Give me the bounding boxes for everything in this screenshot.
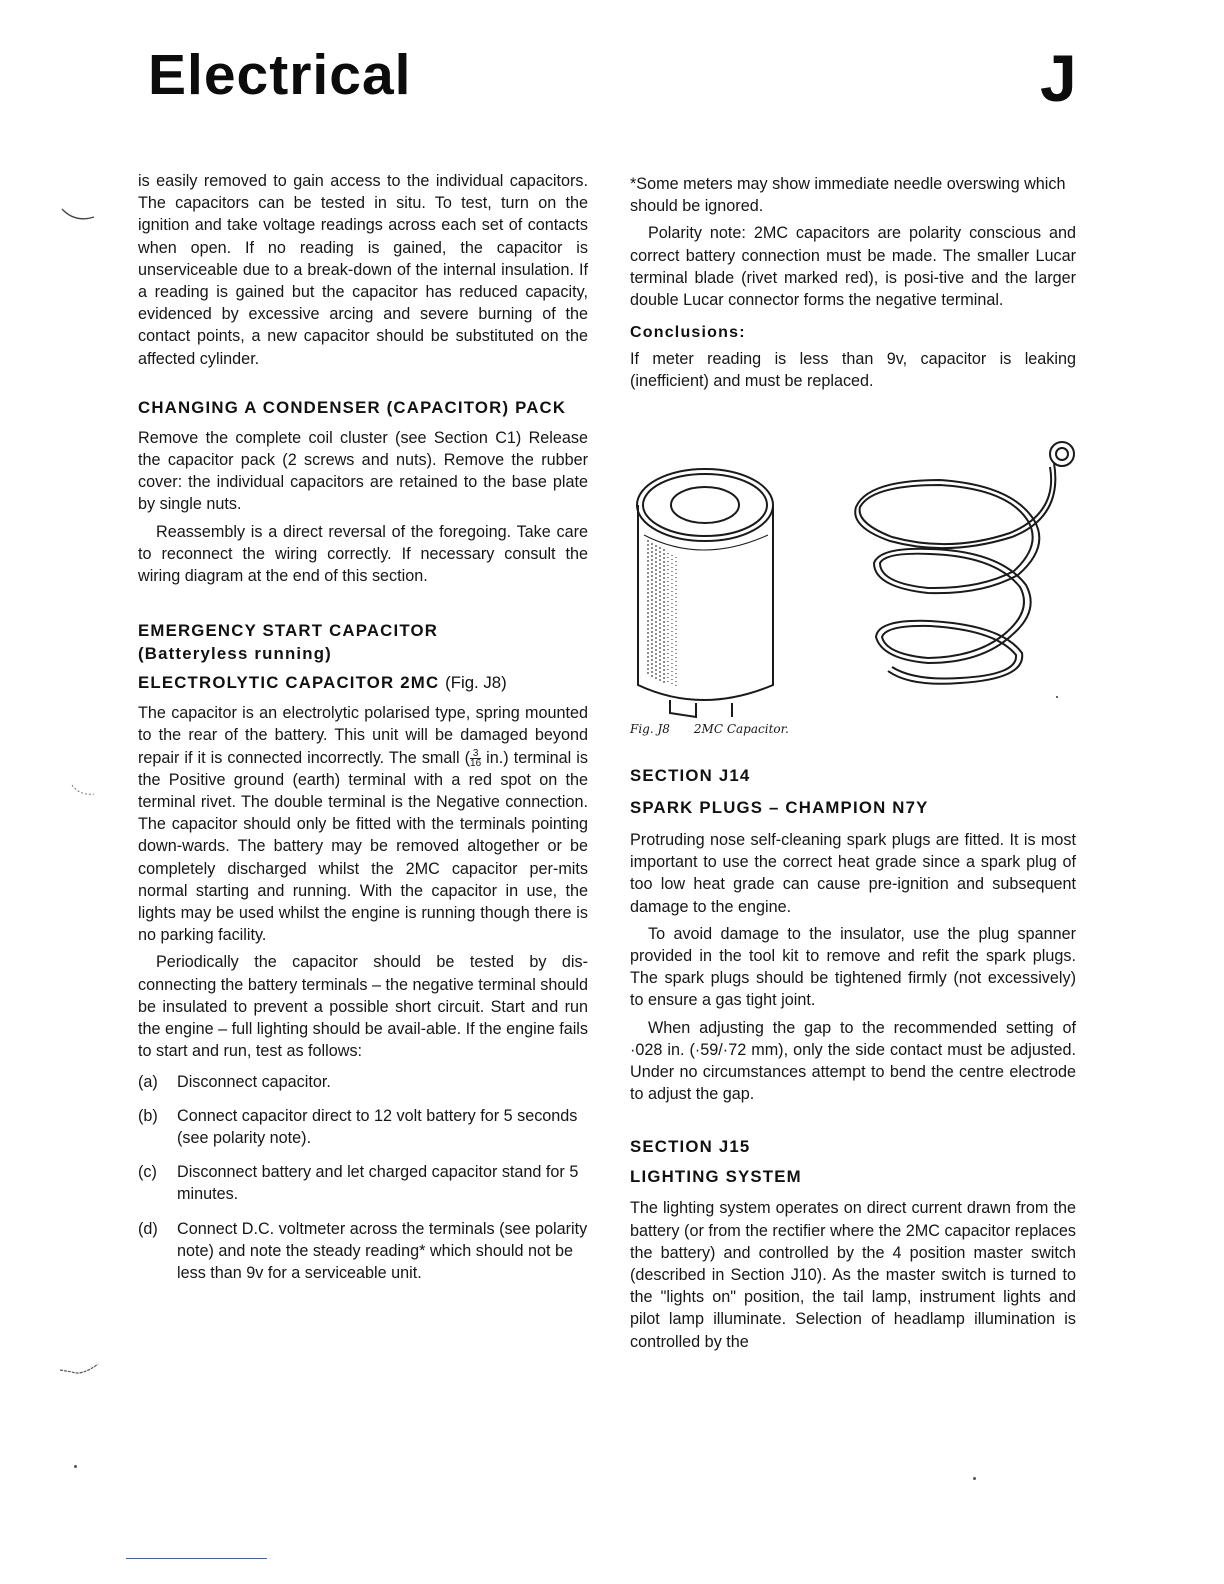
emergency-start-heading: EMERGENCY START CAPACITOR [138, 621, 439, 641]
page-title: Electrical [148, 43, 412, 107]
conclusions-text: If meter reading is less than 9v, capacitor is leaking (inefficient) and must be replaced. [630, 350, 1076, 391]
speck-mark [74, 1465, 77, 1468]
section-j15-heading: SECTION J15 [630, 1137, 751, 1157]
figure-label: Fig. J8 [630, 722, 670, 736]
j14-paragraph-2: To avoid damage to the insulator, use the plug spanner provided in the tool kit to remove and refit the spark plugs. The spark plugs should be tightened firmly (not excessively) to ensure a gas tight joint. [630, 924, 1076, 1010]
list-marker: (b) [138, 1106, 158, 1125]
margin-mark [60, 205, 100, 225]
margin-mark [58, 1360, 108, 1380]
list-item [138, 1161, 588, 1205]
section-letter: J [1040, 41, 1077, 115]
j15-paragraph-1: The lighting system operates on direct current drawn from the battery (or from the rectifier where the 2MC capacitor replaces the battery) and controlled by the 4 position master switch (described in Section J10). As the master switch is turned to the "lights on" position, the tail lamp, instrument lights and pilot lamp illuminate. Selection of headlamp illumination is controlled by the [630, 1199, 1076, 1351]
list-item [138, 1071, 588, 1093]
section-j15-subheading: LIGHTING SYSTEM [630, 1167, 802, 1187]
changing-pack-heading: CHANGING A CONDENSER (CAPACITOR) PACK [138, 397, 567, 417]
list-text: Connect D.C. voltmeter across the terminals (see polarity note) and note the steady reading* which should not be less than 9v for a serviceable unit. [177, 1219, 588, 1282]
spring-drawing [855, 442, 1074, 684]
electrolytic-heading-text: ELECTROLYTIC CAPACITOR 2MC [138, 673, 440, 693]
fraction-denominator: 16 [470, 757, 482, 769]
section-j14-heading: SECTION J14 [630, 766, 751, 785]
intro-paragraph: is easily removed to gain access to the individual capacitors. The capacitors can be tested in situ. To test, turn on the ignition and take voltage readings across each set of contacts when open. If no reading is gained, the capacitor is unserviceable due to a break-down of the internal insulation. If a reading is gained but the capacitor has reduced capacity, evidenced by excessive arcing and severe burning of the contact points, a new capacitor should be substituted on the affected cylinder. [138, 172, 588, 368]
list-item [138, 1105, 588, 1149]
list-text: Connect capacitor direct to 12 volt battery for 5 seconds (see polarity note). [177, 1106, 578, 1147]
polarity-note [630, 222, 1076, 311]
conclusions-heading: Conclusions: [630, 324, 746, 342]
electrolytic-heading [138, 671, 588, 694]
figure-caption [630, 722, 813, 736]
fraction-numerator: 3 [470, 749, 481, 759]
figure-reference: (Fig. J8) [445, 673, 507, 693]
list-text: Disconnect battery and let charged capacitor stand for 5 minutes. [177, 1163, 579, 1204]
list-marker: (d) [138, 1219, 158, 1238]
footer-rule [126, 1558, 267, 1559]
list-text: Disconnect capacitor. [177, 1072, 331, 1091]
emergency-start-subheading: (Batteryless running) [138, 644, 332, 664]
electrolytic-paragraph-1 [138, 702, 588, 946]
meter-note: *Some meters may show immediate needle overswing which should be ignored. [630, 175, 1066, 216]
polarity-label: Polarity note: [648, 224, 746, 243]
polarity-text: 2MC capacitors are polarity conscious and correct battery connection must be made. The smaller Lucar terminal blade (rivet marked red), is posi-tive and the larger double Lucar connector forms the negative terminal. [630, 224, 1076, 310]
speck-mark [973, 1477, 976, 1480]
list-item [138, 1218, 588, 1285]
margin-mark [70, 782, 100, 802]
test-steps-list [138, 1071, 588, 1285]
fraction [470, 749, 481, 768]
j14-paragraph-1: Protruding nose self-cleaning spark plugs are fitted. It is most important to use the correct heat grade since a spark plug of too low heat grade can cause pre-ignition and subsequent damage to the engine. [630, 831, 1076, 916]
electrolytic-paragraph-2: Periodically the capacitor should be tested by dis-connecting the battery terminals – the negative terminal should be insulated to prevent a possible short circuit. Start and run the engine – full lighting should be avail-able. If the engine fails to start and run, test as follows: [138, 953, 588, 1061]
list-marker: (c) [138, 1163, 157, 1182]
right-column-bottom [630, 764, 1076, 1353]
section-j14-subheading: SPARK PLUGS – CHAMPION N7Y [630, 798, 929, 817]
changing-pack-paragraph-1: Remove the complete coil cluster (see Section C1) Release the capacitor pack (2 screws and nuts). Remove the rubber cover: the individual capacitors are retained to the base plate by single nuts. [138, 428, 588, 514]
changing-pack-paragraph-2: Reassembly is a direct reversal of the foregoing. Take care to reconnect the wiring correctly. If necessary consult the wiring diagram at the end of this section. [138, 522, 588, 586]
j14-paragraph-3: When adjusting the gap to the recommended setting of ·028 in. (·59/·72 mm), only the side contact must be adjusted. Under no circumstances attempt to bend the centre electrode to adjust the gap. [630, 1018, 1076, 1104]
speck-mark [1056, 696, 1058, 698]
right-column-top [630, 173, 1076, 393]
electrolytic-text-b: in.) terminal is the Positive ground (earth) terminal with a red spot on the terminal rivet. The double terminal is the Negative connection. The capacitor should only be fitted with the terminals pointing down-wards. The battery may be removed altogether or be completely discharged whilst the 2MC capacitor per-mits normal starting and running. With the capacitor in use, the lights may be used whilst the engine is running though there is no parking facility. [138, 748, 588, 945]
electrolytic-text-a: The capacitor is an electrolytic polarised type, spring mounted to the rear of the battery. This unit will be damaged beyond repair if it is connected incorrectly. The small ( [138, 704, 588, 767]
capacitor-drawing [637, 469, 773, 717]
figure-caption-text: 2MC Capacitor. [693, 722, 789, 736]
left-column [138, 170, 588, 1296]
capacitor-and-spring-illustration [630, 435, 1076, 725]
list-marker: (a) [138, 1072, 158, 1091]
figure-2mc-capacitor [630, 435, 1076, 745]
